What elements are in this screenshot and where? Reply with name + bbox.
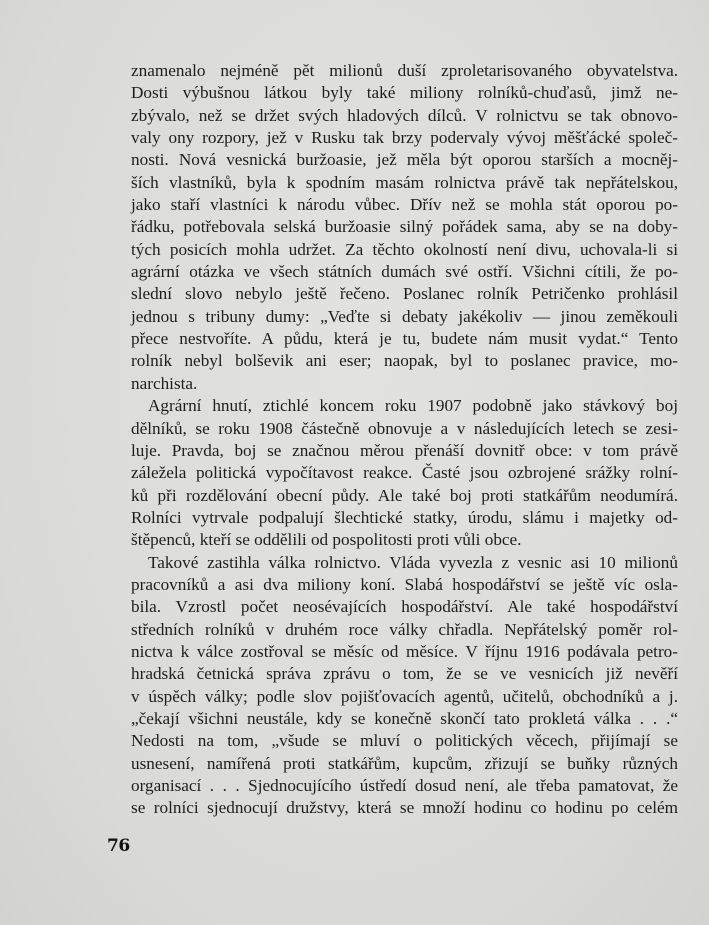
text-line: Nedosti na tom, „všude se mluví o politických věcech, přijímají se bbox=[131, 731, 678, 751]
text-line: rolník nebyl bolševik ani eser; naopak, byl to poslanec pravice, mo- bbox=[131, 351, 678, 371]
text-line: znamenalo nejméně pět milionů duší zproletarisovaného obyvatelstva. bbox=[131, 61, 678, 80]
text-line: přece nestvoříte. A půdu, která je tu, budete nám musit vydat.“ Tento bbox=[131, 329, 678, 349]
text-line: zbývalo, než se držet svých hladových dílců. V rolnictvu se tak obnovo- bbox=[131, 105, 678, 125]
text-line: valy ony rozpory, jež v Rusku tak brzy podervaly vývoj měšťácké společ- bbox=[131, 128, 678, 148]
text-line: Takové zastihla válka rolnictvo. Vláda vyvezla z vesnic asi 10 milionů bbox=[148, 552, 678, 572]
text-line: jako staří vlastníci k národu vůbec. Dřív než se mohla stát oporou po- bbox=[131, 195, 678, 215]
text-line: středních rolníků v druhém roce války chřadla. Nepřátelský poměr rol- bbox=[131, 619, 678, 639]
text-line: Agrární hnutí, ztichlé koncem roku 1907 podobně jako stávkový boj bbox=[148, 396, 678, 416]
page-number: 76 bbox=[107, 836, 130, 856]
text-line: organisací . . . Sjednocujícího ústředí dosud není, ale třeba pamatovat, že bbox=[131, 776, 678, 795]
text-line: dělníků, se roku 1908 částečně obnovuje a v následujících letech se zesi- bbox=[131, 418, 678, 438]
text-line: pracovníků a asi dva miliony koní. Slabá hospodářství se ještě víc osla- bbox=[131, 574, 678, 594]
text-line: ků při rozdělování obecní půdy. Ale také boj proti statkářům neodumírá. bbox=[131, 485, 678, 505]
text-line: luje. Pravda, boj se značnou měrou přenáší dovnitř obce: v tom právě bbox=[131, 440, 678, 460]
text-line: v úspěch války; podle slov pojišťovacích agentů, učitelů, obchodníků a j. bbox=[131, 686, 678, 706]
paragraph-1 bbox=[131, 60, 678, 395]
text-line: záležela politická vypočítavost reakce. Časté jsou ozbrojené srážky rolní- bbox=[131, 463, 678, 483]
text-line: slední slovo nebylo ještě řečeno. Poslanec rolník Petričenko prohlásil bbox=[131, 284, 678, 304]
text-line: agrární otázka ve všech státních dumách své ostří. Všichni cítili, že po- bbox=[131, 262, 678, 282]
text-line: Rolníci vytrvale podpalují šlechtické statky, úrodu, slámu i majetky od- bbox=[131, 507, 678, 527]
text-line: nictva k válce zostřoval se měsíc od měsíce. V říjnu 1916 podávala petro- bbox=[131, 641, 678, 661]
text-line: řádku, potřebovala selská buržoasie silný pořádek sama, aby se na doby- bbox=[131, 217, 678, 237]
text-line: tých posicích mohla udržet. Za těchto okolností není divu, uchovala-li si bbox=[131, 239, 678, 259]
text-line: nosti. Nová vesnická buržoasie, jež měla být oporou starších a mocněj- bbox=[131, 150, 678, 170]
text-line: hradská četnická správa zprávu o tom, že se ve vesnicích již nevěří bbox=[131, 664, 678, 684]
text-line: ších vlastníků, byla k spodním masám rolnictva právě tak nepřátelskou, bbox=[131, 172, 678, 192]
text-line: bila. Vzrostl počet neosévajících hospodářství. Ale také hospodářství bbox=[131, 597, 678, 617]
body-text bbox=[131, 60, 678, 820]
text-line: Dosti výbušnou látkou byly také miliony rolníků-chuďasů, jimž ne- bbox=[131, 83, 678, 103]
text-line: „čekají všichni neustále, kdy se konečně skončí tato prokletá válka . . .“ bbox=[131, 708, 678, 728]
text-line: narchista. bbox=[131, 373, 198, 393]
paragraph-2 bbox=[131, 395, 678, 551]
paragraph-3 bbox=[131, 552, 678, 820]
text-line: usnesení, namířená proti statkářům, kupcům, zřizují se buňky různých bbox=[131, 753, 678, 773]
text-line: se rolníci sjednocují družstvy, která se množí hodinu co hodinu po celém bbox=[131, 798, 678, 818]
text-line: štěpenců, kteří se oddělili od pospolitosti proti vůli obce. bbox=[131, 530, 522, 550]
text-line: jednou s tribuny dumy: „Veďte si debaty jakékoliv — jinou zeměkouli bbox=[131, 306, 678, 326]
